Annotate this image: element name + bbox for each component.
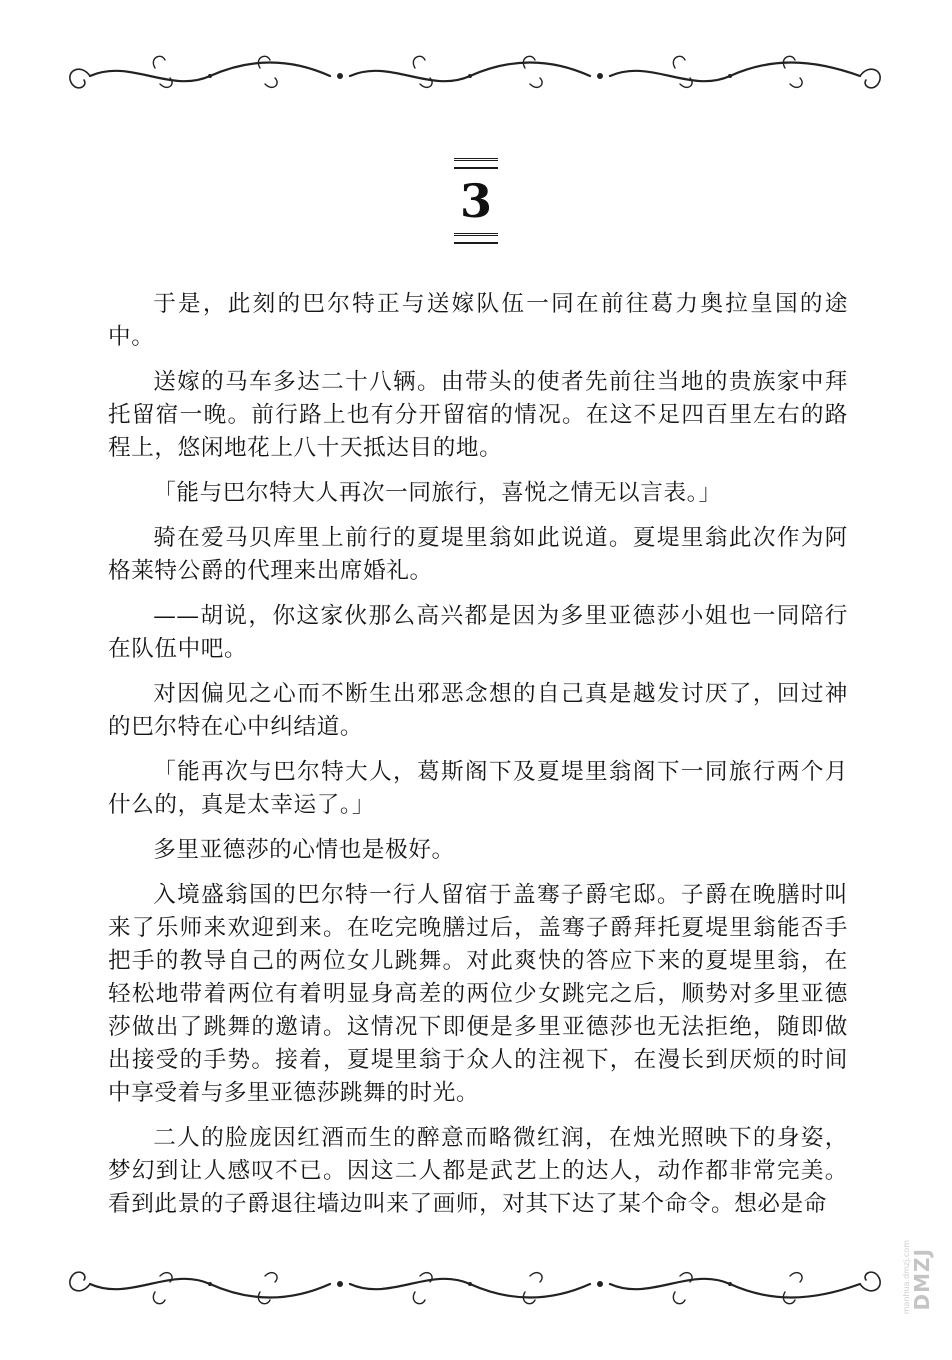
watermark-url: manhua.dmzj.com xyxy=(902,1240,911,1315)
paragraph: 于是，此刻的巴尔特正与送嫁队伍一同在前往葛力奥拉皇国的途中。 xyxy=(108,291,848,350)
watermark-logo: DMZJ xyxy=(910,1248,934,1311)
paragraph: 对因偏见之心而不断生出邪恶念想的自己真是越发讨厌了，回过神的巴尔特在心中纠结道。 xyxy=(108,681,848,740)
chapter-rule-bottom xyxy=(454,233,498,239)
paragraph: ——胡说，你这家伙那么高兴都是因为多里亚德莎小姐也一同陪行在队伍中吧。 xyxy=(108,603,848,662)
paragraph: 送嫁的马车多达二十八辆。由带头的使者先前往当地的贵族家中拜托留宿一晚。前行路上也有分开留宿的情况。在这不足四百里左右的路程上，悠闲地花上八十天抵达目的地。 xyxy=(108,369,848,461)
body-text xyxy=(108,288,848,1233)
bottom-vine-ornament-icon xyxy=(60,1256,892,1312)
paragraph: 二人的脸庞因红酒而生的醉意而略微红润，在烛光照映下的身姿，梦幻到让人感叹不已。因这二人都是武艺上的达人，动作都非常完美。看到此景的子爵退往墙边叫来了画师，对其下达了某个命令。想必是命 xyxy=(108,1125,848,1217)
chapter-number: 3 xyxy=(459,174,492,228)
paragraph: 「能与巴尔特大人再次一同旅行，喜悦之情无以言表。」 xyxy=(153,480,722,506)
chapter-rule-bottom-thin xyxy=(454,242,498,244)
chapter-rule-top xyxy=(454,158,498,164)
watermark xyxy=(900,1240,940,1348)
paragraph: 多里亚德莎的心情也是极好。 xyxy=(153,837,455,863)
paragraph: 「能再次与巴尔特大人，葛斯阁下及夏堤里翁阁下一同旅行两个月什么的，真是太幸运了。」 xyxy=(108,759,848,818)
paragraph: 骑在爱马贝库里上前行的夏堤里翁如此说道。夏堤里翁此次作为阿格莱特公爵的代理来出席婚礼。 xyxy=(108,525,848,584)
chapter-heading xyxy=(0,158,952,244)
top-vine-ornament-icon xyxy=(60,48,892,104)
paragraph: 入境盛翁国的巴尔特一行人留宿于盖骞子爵宅邸。子爵在晚膳时叫来了乐师来欢迎到来。在吃完晚膳过后，盖骞子爵拜托夏堤里翁能否手把手的教导自己的两位女儿跳舞。对此爽快的答应下来的夏堤里翁，在轻松地带着两位有着明显身高差的两位少女跳完之后，顺势对多里亚德莎做出了跳舞的邀请。这情况下即便是多里亚德莎也无法拒绝，随即做出接受的手势。接着，夏堤里翁于众人的注视下，在漫长到厌烦的时间中享受着与多里亚德莎跳舞的时光。 xyxy=(108,882,848,1106)
